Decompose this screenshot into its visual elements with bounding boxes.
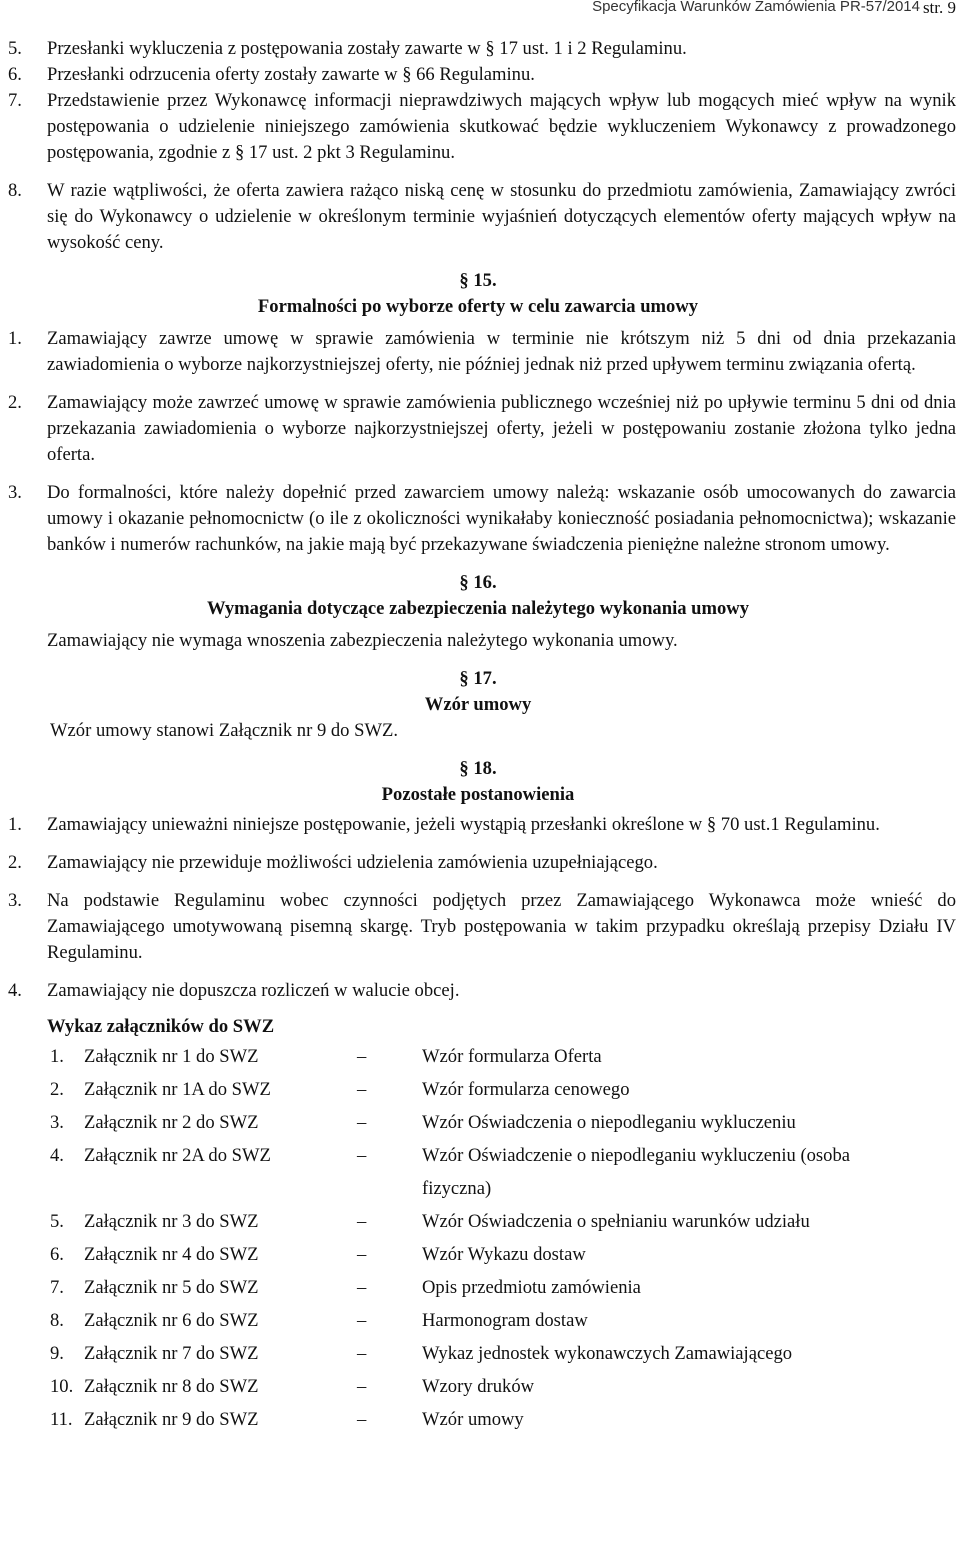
attachment-ref: Załącznik nr 2A do SWZ [84,1145,271,1166]
attachment-desc: Wzór Oświadczenie o niepodleganiu wykluczeniu (osoba fizyczna) [422,1145,851,1199]
attachment-ref: Załącznik nr 9 do SWZ [84,1409,259,1430]
page-number: str. 9 [922,0,956,17]
list-item [0,480,956,558]
item-number: 1. [8,328,22,349]
section-text: Zamawiający nie wymaga wnoszenia zabezpieczenia należytego wykonania umowy. [47,630,678,651]
attachment-number: 1. [50,1046,64,1067]
list-item [0,88,956,166]
attachment-number: 3. [50,1112,64,1133]
section-number: § 17. [459,668,497,689]
list-item [0,812,956,838]
attachment-number: 10. [50,1376,74,1397]
attachment-row [50,1304,956,1337]
item-text: Zamawiający unieważni niniejsze postępowanie, jeżeli wystąpią przesłanki określone w § 70 ust.1 Regulaminu. [47,814,880,835]
attachment-number: 4. [50,1145,64,1166]
attachment-row [50,1238,956,1271]
item-text: Przesłanki odrzucenia oferty zostały zawarte w § 66 Regulaminu. [47,64,535,85]
list-item [0,888,956,966]
attachment-row [50,1139,956,1205]
attachment-row [50,1073,956,1106]
attachment-ref: Załącznik nr 1 do SWZ [84,1046,259,1067]
item-number: 5. [8,38,22,59]
attachment-dash: – [357,1079,367,1100]
list-item [0,850,956,876]
attachment-number: 9. [50,1343,64,1364]
item-number: 2. [8,392,22,413]
list-items-a [0,36,956,256]
attachment-desc: Wzór Oświadczenia o spełnianiu warunków udziału [422,1211,810,1232]
section-text: Wzór umowy stanowi Załącznik nr 9 do SWZ. [50,720,399,741]
attachment-dash: – [357,1211,367,1232]
document-title: Specyfikacja Warunków Zamówienia PR-57/2014 [592,0,920,15]
page-header [0,0,960,22]
item-text: Do formalności, które należy dopełnić przed zawarciem umowy należą: wskazanie osób umocowanych do zawarcia umowy i okazanie pełnomocnictw (o ile z okoliczności wynikałaby konieczność posiadania pełnomocnictwa); wskazanie banków i numerów rachunków, na jakie mają być przekazywane świadczenia pieniężne należne stronom umowy. [47,482,956,555]
section-16 [0,570,956,654]
attachments-title: Wykaz załączników do SWZ [47,1016,275,1037]
item-number: 4. [8,980,22,1001]
item-text: Zamawiający nie dopuszcza rozliczeń w walucie obcej. [47,980,460,1001]
attachment-row [50,1271,956,1304]
attachment-dash: – [357,1310,367,1331]
attachment-ref: Załącznik nr 4 do SWZ [84,1244,259,1265]
attachment-ref: Załącznik nr 3 do SWZ [84,1211,259,1232]
list-item [0,36,956,62]
section-title: Wzór umowy [424,694,532,715]
attachment-row [50,1205,956,1238]
attachment-number: 8. [50,1310,64,1331]
attachment-number: 7. [50,1277,64,1298]
attachments-list [0,1014,956,1436]
attachment-desc: Wzór Oświadczenia o niepodleganiu wykluczeniu [422,1112,796,1133]
item-number: 7. [8,90,22,111]
section-number: § 18. [459,758,497,779]
attachment-dash: – [357,1145,367,1166]
attachment-dash: – [357,1277,367,1298]
attachment-dash: – [357,1376,367,1397]
attachment-ref: Załącznik nr 7 do SWZ [84,1343,259,1364]
item-text: Przesłanki wykluczenia z postępowania zostały zawarte w § 17 ust. 1 i 2 Regulaminu. [47,38,687,59]
attachment-ref: Załącznik nr 1A do SWZ [84,1079,271,1100]
item-text: Przedstawienie przez Wykonawcę informacji nieprawdziwych mających wpływ lub mogących mieć wpływ na wynik postępowania o udzielenie niniejszego zamówienia skutkować będzie wykluczeniem Wykonawcy z prowadzonego postępowania, zgodnie z § 17 ust. 2 pkt 3 Regulaminu. [47,90,956,163]
attachment-row [50,1370,956,1403]
section-title: Wymagania dotyczące zabezpieczenia należytego wykonania umowy [206,598,750,619]
attachment-dash: – [357,1046,367,1067]
item-text: Na podstawie Regulaminu wobec czynności podjętych przez Zamawiającego Wykonawca może wnieść do Zamawiającego umotywowaną pisemną skargę. Tryb postępowania w takim przypadku określają przepisy Działu IV Regulaminu. [47,890,956,963]
attachment-desc: Wzory druków [422,1376,535,1397]
section-title: Pozostałe postanowienia [381,784,575,805]
item-number: 6. [8,64,22,85]
item-number: 2. [8,852,22,873]
attachment-row [50,1403,956,1436]
item-number: 1. [8,814,22,835]
attachment-desc: Wykaz jednostek wykonawczych Zamawiającego [422,1343,793,1364]
document-body [0,36,956,1436]
attachment-row [50,1106,956,1139]
attachment-row [50,1040,956,1073]
section-title: Formalności po wyborze oferty w celu zawarcia umowy [257,296,699,317]
item-text: W razie wątpliwości, że oferta zawiera rażąco niską cenę w stosunku do przedmiotu zamówienia, Zamawiający zwróci się do Wykonawcy o udzielenie w określonym terminie wyjaśnień dotyczących elementów oferty mających wpływ na wysokość ceny. [47,180,956,253]
section-number: § 16. [459,572,497,593]
item-text: Zamawiający zawrze umowę w sprawie zamówienia w terminie nie krótszym niż 5 dni od dnia przekazania zawiadomienia o wyborze najkorzystniejszej oferty, nie później jednak niż przed upływem terminu związania ofertą. [47,328,956,375]
attachment-dash: – [357,1244,367,1265]
attachment-number: 2. [50,1079,64,1100]
attachment-ref: Załącznik nr 2 do SWZ [84,1112,259,1133]
list-item [0,978,956,1004]
item-number: 8. [8,180,22,201]
list-item [0,178,956,256]
attachment-desc: Harmonogram dostaw [422,1310,588,1331]
item-text: Zamawiający może zawrzeć umowę w sprawie zamówienia publicznego wcześniej niż po upływie terminu 5 dni od dnia przekazania zawiadomienia o wyborze najkorzystniejszej oferty, jeżeli w postępowaniu zostanie złożona tylko jedna oferta. [47,392,956,465]
list-item [0,390,956,468]
attachment-number: 5. [50,1211,64,1232]
list-item [0,326,956,378]
attachment-desc: Wzór formularza cenowego [422,1079,630,1100]
item-text: Zamawiający nie przewiduje możliwości udzielenia zamówienia uzupełniającego. [47,852,658,873]
section-18 [0,756,956,1004]
attachment-ref: Załącznik nr 5 do SWZ [84,1277,259,1298]
section-number: § 15. [459,270,497,291]
list-item [0,62,956,88]
attachment-ref: Załącznik nr 8 do SWZ [84,1376,259,1397]
section-15 [0,268,956,558]
attachment-dash: – [357,1343,367,1364]
attachment-desc: Wzór Wykazu dostaw [422,1244,586,1265]
attachment-row [50,1337,956,1370]
item-number: 3. [8,482,22,503]
item-number: 3. [8,890,22,911]
attachment-number: 11. [50,1409,73,1430]
attachment-number: 6. [50,1244,64,1265]
attachment-desc: Wzór umowy [422,1409,524,1430]
attachment-dash: – [357,1409,367,1430]
attachment-dash: – [357,1112,367,1133]
attachment-desc: Opis przedmiotu zamówienia [422,1277,641,1298]
section-17 [0,666,956,744]
attachment-desc: Wzór formularza Oferta [422,1046,602,1067]
attachment-ref: Załącznik nr 6 do SWZ [84,1310,259,1331]
